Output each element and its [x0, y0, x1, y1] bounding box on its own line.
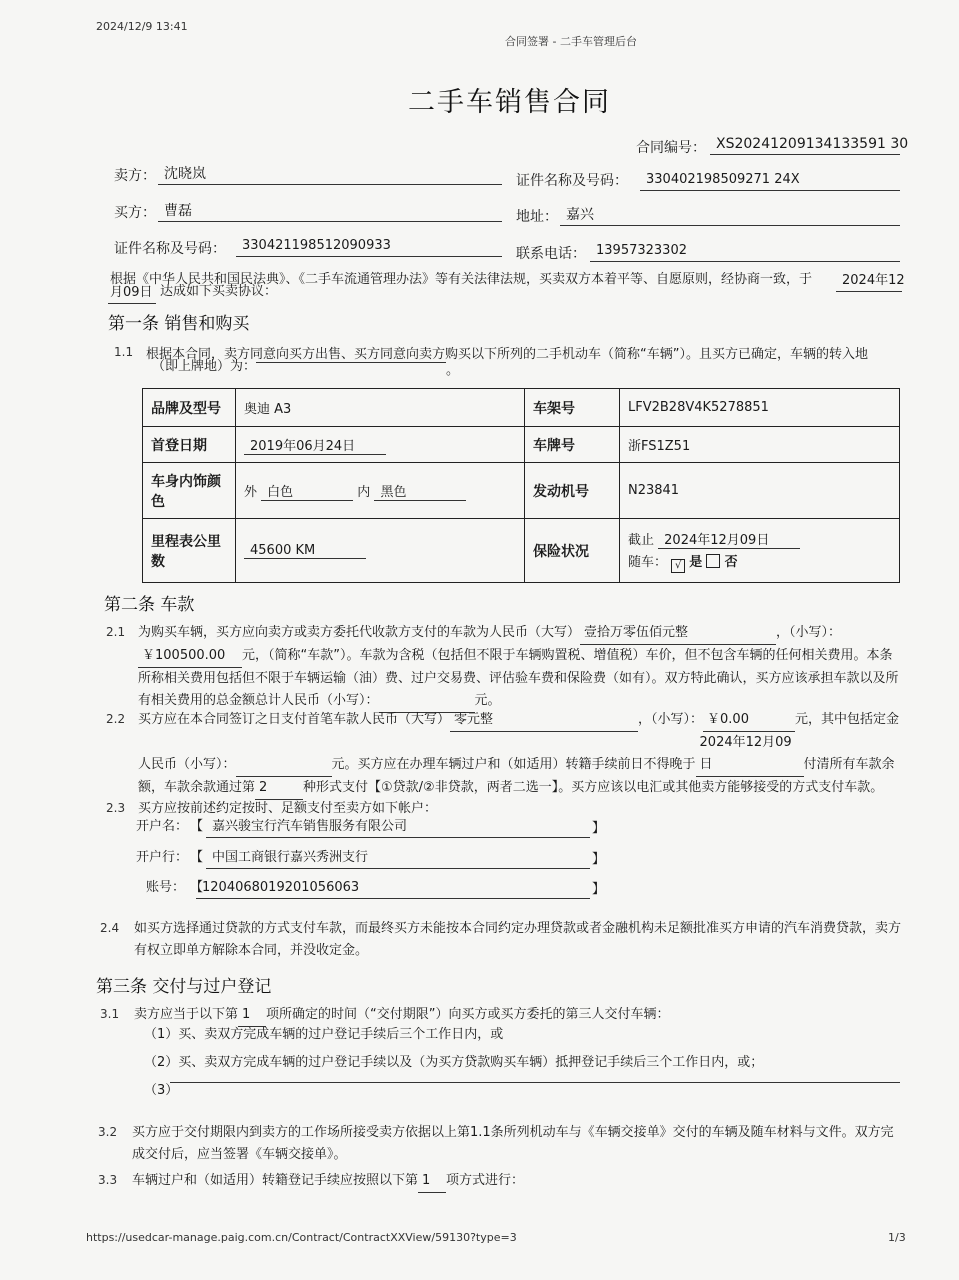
contract-no-label: 合同编号： — [636, 140, 706, 156]
clause-2-2-part-d: 元。买方应在办理车辆过户和（如适用）转籍手续前日不得晚于 — [331, 757, 696, 772]
clause-2-2-part-c: 元，其中包括定金人民币（小写）： — [138, 712, 900, 772]
clause-2-2-number: 2.2 — [106, 712, 126, 726]
buyer-name: 曹磊 — [158, 201, 502, 222]
ins-until-label: 截止 — [628, 532, 655, 548]
clause-1-1-line2: （即上牌地）为： — [152, 359, 257, 374]
print-datetime: 2024/12/9 13:41 — [96, 20, 188, 33]
price-upper-value: 壹拾万零伍佰元整 — [580, 622, 776, 645]
no-label: 否 — [724, 554, 738, 570]
clause-2-1-number: 2.1 — [106, 625, 126, 639]
insurance-with-car — [628, 551, 891, 573]
delivery-option-3-blank — [170, 1082, 900, 1083]
delivery-option-3: （3） — [144, 1083, 179, 1098]
color-label: 车身内饰颜色 — [143, 463, 236, 519]
exterior-value: 白色 — [261, 481, 353, 501]
clause-3-3-part-a: 车辆过户和（如适用）转籍登记手续应按照以下第 — [132, 1173, 419, 1188]
address-value: 嘉兴 — [560, 205, 900, 226]
clause-2-2-part-f: 种形式支付【①贷款/②非贷款，两者二选一】。买方应该以电汇或其他卖方能够接受的方式支付车款。 — [303, 780, 884, 795]
plate-label: 车牌号 — [525, 427, 620, 463]
table-row — [143, 519, 900, 583]
print-page-title: 合同签署 - 二手车管理后台 — [505, 35, 637, 48]
clause-2-1-part-d: 元。 — [474, 693, 501, 708]
article1-heading: 第一条 销售和购买 — [108, 314, 250, 334]
account-name-lbr: 【 — [190, 819, 204, 834]
table-row — [143, 463, 900, 519]
buyer-id-label: 证件名称及号码： — [114, 241, 226, 257]
insurance-until — [628, 529, 891, 549]
interior-label: 内 — [357, 484, 371, 500]
clause-3-1-part-a: 卖方应当于以下第 — [134, 1007, 239, 1022]
account-no-value: 1204068019201056063 — [196, 878, 590, 899]
payment-way: 2 — [255, 777, 303, 800]
vin-value: LFV2B28V4K5278851 — [620, 389, 900, 427]
clause-1-1-number: 1.1 — [114, 345, 134, 359]
bank-rbr: 】 — [592, 852, 606, 867]
reg-date-value: 2019年06月24日 — [244, 435, 386, 455]
clause-2-1-part-a: 为购买车辆，买方应向卖方或卖方委托代收款方支付的车款为人民币（大写） — [138, 625, 581, 640]
interior-value: 黑色 — [374, 481, 466, 501]
seller-id-label: 证件名称及号码： — [516, 173, 628, 189]
clause-3-2-number: 3.2 — [98, 1125, 118, 1139]
no-checkbox[interactable] — [706, 554, 720, 568]
down-payment-upper: 零元整 — [450, 709, 638, 732]
phone-label: 联系电话： — [516, 246, 586, 262]
color-cell — [236, 463, 525, 519]
buyer-label: 买方： — [114, 205, 156, 221]
final-payment-date: 2024年12月09日 — [696, 732, 804, 777]
vehicle-info-table — [142, 388, 900, 583]
seller-label: 卖方： — [114, 168, 156, 184]
table-row — [143, 427, 900, 463]
account-name-value: 嘉兴骏宝行汽车销售服务有限公司 — [206, 817, 590, 838]
mileage-unit: KM — [295, 542, 316, 558]
clause-3-2-text: 买方应于交付期限内到卖方的工作场所接受卖方依据以上第1.1条所列机动车与《车辆交接单》交付的车辆及随车材料与文件。双方完成交付后，应当签署《车辆交接单》。 — [132, 1125, 894, 1162]
mileage-cell — [236, 519, 525, 583]
plate-location-blank — [256, 362, 446, 363]
insurance-cell — [620, 519, 900, 583]
vin-label: 车架号 — [525, 389, 620, 427]
engine-value: N23841 — [620, 463, 900, 519]
account-no-rbr: 】 — [592, 882, 606, 897]
intro-date-part2: 月09日 — [108, 283, 156, 304]
clause-3-3-part-b: 项方式进行： — [446, 1173, 525, 1188]
bank-value: 中国工商银行嘉兴秀洲支行 — [206, 848, 590, 869]
article2-heading: 第二条 车款 — [104, 595, 195, 615]
clause-2-3-text: 买方应按前述约定按时、足额支付至卖方如下帐户： — [138, 801, 438, 816]
phone-value: 13957323302 — [590, 241, 900, 262]
document-title: 二手车销售合同 — [408, 87, 611, 118]
yes-checkbox[interactable]: √ — [671, 559, 685, 573]
seller-id-value: 330402198509271 24X — [640, 170, 900, 191]
deposit-blank — [236, 754, 332, 777]
contract-no-value: XS20241209134133591 30 — [710, 134, 900, 155]
reg-date-cell — [236, 427, 525, 463]
clause-2-3-number: 2.3 — [106, 801, 126, 815]
mileage-label: 里程表公里数 — [143, 519, 236, 583]
clause-2-1-text — [138, 622, 900, 713]
exterior-label: 外 — [244, 484, 258, 500]
clause-3-1-part-b: 项所确定的时间（“交付期限”）向买方或买方委托的第三人交付车辆： — [266, 1007, 670, 1022]
transfer-option-choice: 1 — [418, 1170, 446, 1193]
page-number: 1/3 — [888, 1231, 906, 1244]
price-lower-value: ￥100500.00 — [138, 645, 242, 668]
bank-label: 开户行： — [136, 850, 189, 865]
account-name-rbr: 】 — [592, 821, 606, 836]
brand-label: 品牌及型号 — [143, 389, 236, 427]
buyer-id-value: 330421198512090933 — [236, 236, 502, 257]
yes-label: 是 — [689, 554, 703, 570]
clause-2-4-number: 2.4 — [100, 921, 120, 935]
delivery-option-2: （2）买、卖双方完成车辆的过户登记手续以及（为买方贷款购买车辆）抵押登记手续后三个工作日内，或； — [144, 1055, 764, 1070]
insurance-label: 保险状况 — [525, 519, 620, 583]
delivery-option-choice: 1 — [238, 1004, 266, 1027]
down-payment-lower: ￥0.00 — [703, 709, 795, 732]
ins-with-label: 随车： — [628, 554, 668, 570]
plate-value: 浙FS1Z51 — [620, 427, 900, 463]
brand-value: 奥迪 A3 — [236, 389, 525, 427]
clause-2-4-text: 如买方选择通过贷款的方式支付车款，而最终买方未能按本合同约定办理贷款或者金融机构未足额批准买方申请的汽车消费贷款，卖方有权立即单方解除本合同，并没收定金。 — [134, 921, 902, 958]
clause-3-3-text — [132, 1170, 900, 1193]
intro-line2: 达成如下买卖协议： — [160, 284, 278, 299]
clause-2-2-part-e: 付清所有车款余额，车款余款通过第 — [138, 757, 895, 795]
clause-1-1-line1: 根据本合同，卖方同意向买方出售、买方同意向卖方购买以下所列的二手机动车（简称“车辆”）。且买方已确定，车辆的转入地 — [146, 347, 868, 362]
delivery-option-1: （1）买、卖双方完成车辆的过户登记手续后三个工作日内，或 — [144, 1027, 504, 1042]
address-label: 地址： — [516, 209, 558, 225]
account-no-lbr: 【 — [190, 880, 204, 895]
clause-2-2-part-a: 买方应在本合同签订之日支付首笔车款人民币（大写） — [138, 712, 451, 727]
clause-2-1-part-b: ，（小写）： — [776, 625, 842, 640]
engine-label: 发动机号 — [525, 463, 620, 519]
account-name-label: 开户名： — [136, 819, 189, 834]
article3-heading: 第三条 交付与过户登记 — [96, 977, 272, 997]
clause-2-1-part-c: 元，（简称“车款”）。车款为含税（包括但不限于车辆购置税、增值税）车价，但不包含车辆的任何相关费用。本条所称相关费用包括但不限于车辆运输（油）费、过户交易费、评估验车费和保险费（如有）。双方特此确认，买方应该承担车款以及所有相关费用的总金额总计人民币（小写）： — [138, 648, 899, 708]
intro-line1: 根据《中华人民共和国民法典》、《二手车流通管理办法》等有关法律法规，买卖双方本着平等、自愿原则，经协商一致，于 — [110, 272, 813, 287]
seller-name: 沈晓岚 — [158, 164, 502, 185]
table-row — [143, 389, 900, 427]
intro-date-part1: 2024年12 — [836, 271, 902, 292]
ins-until-value: 2024年12月09日 — [658, 529, 800, 549]
print-url: https://usedcar-manage.paig.com.cn/Contract/ContractXXView/59130?type=3 — [86, 1231, 517, 1244]
reg-date-label: 首登日期 — [143, 427, 236, 463]
clause-2-2-text — [138, 709, 902, 800]
mileage-value: 45600 — [250, 542, 292, 558]
account-no-label: 账号： — [146, 880, 186, 895]
clause-3-3-number: 3.3 — [98, 1173, 118, 1187]
bank-lbr: 【 — [190, 850, 204, 865]
mileage-value-wrap — [244, 543, 366, 559]
clause-3-1-number: 3.1 — [100, 1007, 120, 1021]
clause-1-1-end: 。 — [446, 363, 460, 378]
clause-2-2-part-b: ，（小写）： — [638, 712, 704, 727]
